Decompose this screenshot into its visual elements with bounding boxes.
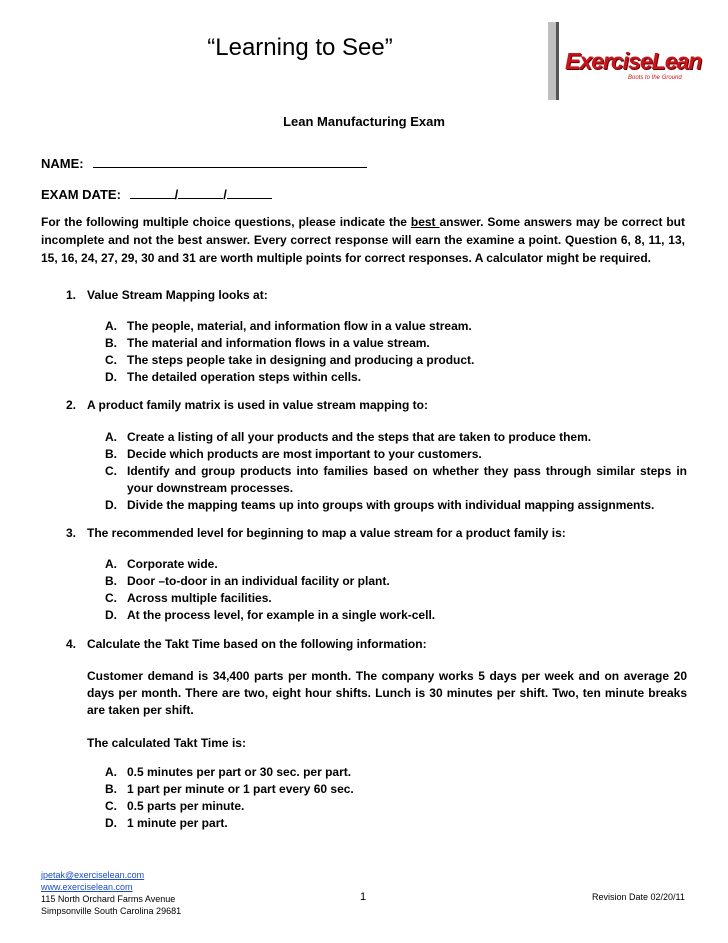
question-number: 1. bbox=[66, 288, 77, 302]
exam-subtitle bbox=[0, 114, 728, 129]
option-letter: D. bbox=[105, 816, 117, 830]
name-blank-line[interactable] bbox=[93, 155, 367, 168]
option-letter: C. bbox=[105, 591, 117, 605]
option-a[interactable] bbox=[105, 429, 687, 446]
option-letter: A. bbox=[105, 765, 117, 779]
question-number: 3. bbox=[66, 526, 77, 540]
footer-contact bbox=[41, 869, 181, 917]
option-d[interactable] bbox=[105, 607, 687, 624]
question-number: 4. bbox=[66, 637, 77, 651]
question-4-options bbox=[105, 764, 687, 832]
exam-subtitle-text: Lean Manufacturing Exam bbox=[283, 114, 445, 129]
option-b[interactable] bbox=[105, 573, 687, 590]
option-letter: D. bbox=[105, 498, 117, 512]
option-b[interactable] bbox=[105, 446, 687, 463]
option-letter: B. bbox=[105, 574, 117, 588]
option-text: The people, material, and information flow in a value stream. bbox=[127, 319, 472, 333]
logo-divider-dark bbox=[556, 22, 559, 100]
option-c[interactable] bbox=[105, 463, 687, 497]
option-letter: C. bbox=[105, 464, 117, 478]
instructions-text: For the following multiple choice questions, please indicate the bbox=[41, 215, 411, 229]
option-letter: B. bbox=[105, 782, 117, 796]
option-a[interactable] bbox=[105, 318, 687, 335]
question-text: Value Stream Mapping looks at: bbox=[87, 288, 268, 302]
option-letter: C. bbox=[105, 799, 117, 813]
address-line-1: 115 North Orchard Farms Avenue bbox=[41, 894, 176, 904]
page-number: 1 bbox=[360, 891, 367, 903]
question-2-options bbox=[105, 429, 687, 514]
option-text: 1 minute per part. bbox=[127, 816, 228, 830]
option-text: 0.5 minutes per part or 30 sec. per part. bbox=[127, 765, 352, 779]
exam-date-field[interactable] bbox=[41, 186, 272, 202]
option-text: Across multiple facilities. bbox=[127, 591, 272, 605]
option-text: The steps people take in designing and producing a product. bbox=[127, 353, 475, 367]
option-letter: C. bbox=[105, 353, 117, 367]
instructions-emphasis: best bbox=[410, 215, 440, 229]
question-text: Calculate the Takt Time based on the following information: bbox=[87, 637, 427, 651]
question-4-scenario: Customer demand is 34,400 parts per month. The company works 5 days per week and on average 20 days per month. There are two, eight hour shifts. Lunch is 30 minutes per shift. Two, ten minute breaks are taken per shift. bbox=[87, 669, 687, 717]
option-letter: D. bbox=[105, 608, 117, 622]
option-text: The material and information flows in a value stream. bbox=[127, 336, 430, 350]
email-link[interactable]: jpetak@exerciselean.com bbox=[41, 870, 145, 880]
option-text: Corporate wide. bbox=[127, 557, 218, 571]
option-d[interactable] bbox=[105, 497, 687, 514]
date-year-blank[interactable] bbox=[227, 186, 272, 199]
option-letter: B. bbox=[105, 447, 117, 461]
option-text: Divide the mapping teams up into groups with groups with individual mapping assignments. bbox=[127, 498, 655, 512]
option-text: The detailed operation steps within cells. bbox=[127, 370, 362, 384]
date-separator: / bbox=[174, 187, 179, 202]
option-text: 1 part per minute or 1 part every 60 sec. bbox=[127, 782, 354, 796]
logo-divider bbox=[548, 22, 556, 100]
question-number: 2. bbox=[66, 398, 77, 412]
question-text: The recommended level for beginning to map a value stream for a product family is: bbox=[87, 526, 566, 540]
exerciselean-logo bbox=[548, 22, 702, 104]
instructions-text-cont: answer. Some answers may be correct but incomplete and not the best answer. Every correct response will earn the examine a point. Question 6, 8, 11, 13, 15, 16, 24, 27, 29, 30 and 31 are worth multiple points for correct responses. A calculator might be required. bbox=[41, 215, 686, 265]
logo-tagline: Boots to the Ground bbox=[628, 75, 682, 81]
website-link[interactable]: www.exerciselean.com bbox=[41, 882, 133, 892]
name-field[interactable] bbox=[41, 155, 367, 171]
option-text: Door –to-door in an individual facility or plant. bbox=[127, 574, 390, 588]
option-letter: A. bbox=[105, 557, 117, 571]
option-b[interactable] bbox=[105, 335, 687, 352]
exam-date-label: EXAM DATE: bbox=[41, 187, 121, 202]
option-b[interactable] bbox=[105, 781, 687, 798]
question-4-prompt: The calculated Takt Time is: bbox=[87, 736, 246, 750]
option-text: At the process level, for example in a single work-cell. bbox=[127, 608, 436, 622]
option-d[interactable] bbox=[105, 815, 687, 832]
option-c[interactable] bbox=[105, 590, 687, 607]
option-letter: B. bbox=[105, 336, 117, 350]
option-letter: A. bbox=[105, 430, 117, 444]
logo-text: ExerciseLean bbox=[565, 48, 702, 74]
revision-date: Revision Date 02/20/11 bbox=[592, 892, 685, 902]
date-separator: / bbox=[223, 187, 227, 202]
address-line-2: Simpsonville South Carolina 29681 bbox=[41, 906, 182, 916]
option-c[interactable] bbox=[105, 352, 687, 369]
question-3-options bbox=[105, 556, 687, 624]
date-day-blank[interactable] bbox=[178, 186, 223, 199]
question-1-options bbox=[105, 318, 687, 386]
page-title: “Learning to See” bbox=[207, 34, 393, 61]
option-a[interactable] bbox=[105, 764, 687, 781]
option-c[interactable] bbox=[105, 798, 687, 815]
instructions-paragraph bbox=[41, 213, 685, 267]
option-letter: D. bbox=[105, 370, 117, 384]
option-a[interactable] bbox=[105, 556, 687, 573]
option-text: 0.5 parts per minute. bbox=[127, 799, 245, 813]
option-text: Decide which products are most important to your customers. bbox=[127, 447, 482, 461]
date-month-blank[interactable] bbox=[130, 186, 175, 199]
option-letter: A. bbox=[105, 319, 117, 333]
question-text: A product family matrix is used in value stream mapping to: bbox=[87, 398, 428, 412]
option-text: Create a listing of all your products and the steps that are taken to produce them. bbox=[127, 430, 592, 444]
option-text: Identify and group products into families based on whether they pass through similar steps in your downstream processes. bbox=[127, 464, 687, 495]
name-label: NAME: bbox=[41, 156, 84, 171]
option-d[interactable] bbox=[105, 369, 687, 386]
